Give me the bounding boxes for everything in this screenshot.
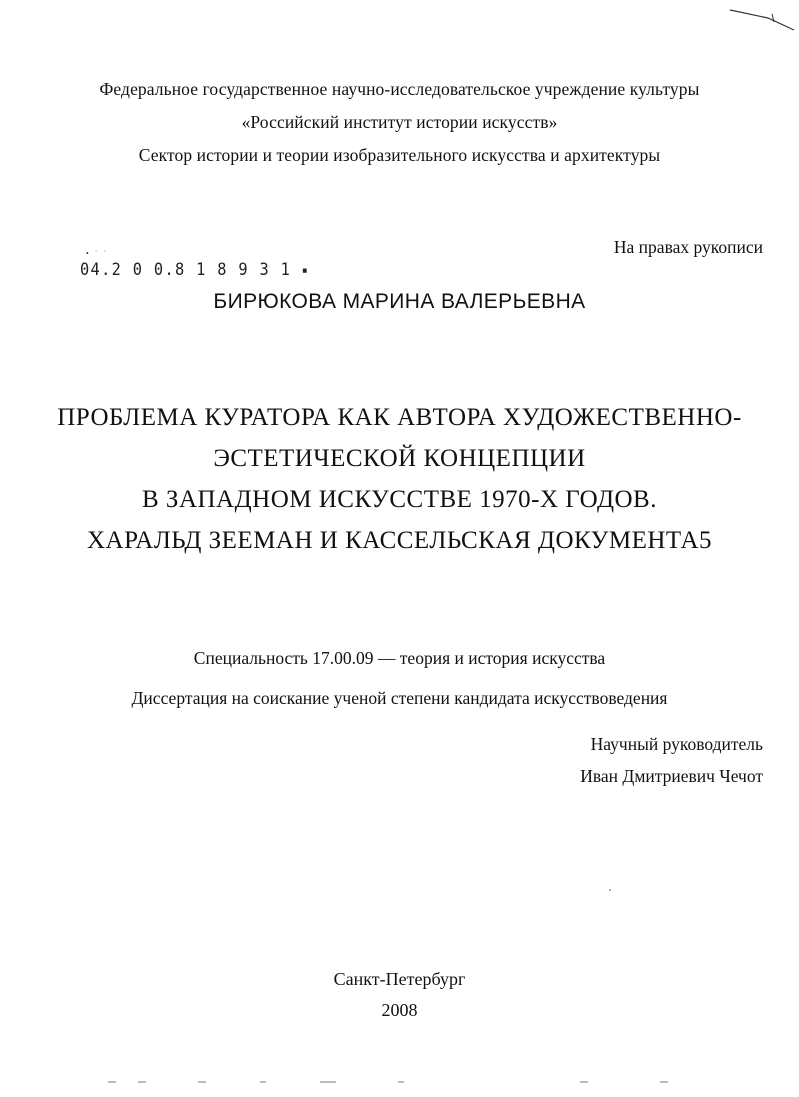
supervisor-name: Иван Дмитриевич Чечот xyxy=(580,766,763,786)
library-stamp xyxy=(80,260,309,280)
title-line-2: ЭСТЕТИЧЕСКОЙ КОНЦЕПЦИИ xyxy=(213,445,586,472)
title-line-3: В ЗАПАДНОМ ИСКУССТВЕ 1970-Х ГОДОВ. xyxy=(142,486,657,513)
scan-artifact-top xyxy=(728,4,798,34)
city: Санкт-Петербург xyxy=(333,969,466,989)
year: 2008 xyxy=(381,1000,418,1020)
library-stamp-number: 04.2 0 0.8 1 8 9 3 1 xyxy=(80,260,292,280)
stamp-dash-mark: ▪ xyxy=(301,263,310,277)
institution-line-1: Федеральное государственное научно-исследовательское учреждение культуры xyxy=(99,79,700,99)
title-line-1: ПРОБЛЕМА КУРАТОРА КАК АВТОРА ХУДОЖЕСТВЕННО- xyxy=(57,404,742,431)
title-line-4: ХАРАЛЬД ЗЕЕМАН И КАССЕЛЬСКАЯ ДОКУМЕНТА5 xyxy=(86,527,713,554)
rights-note: На правах рукописи xyxy=(613,237,763,257)
supervisor-label: Научный руководитель xyxy=(590,734,763,754)
scan-speck xyxy=(608,888,612,892)
stamp-dots: • ˙ ˙ xyxy=(86,249,109,258)
specialty-line: Специальность 17.00.09 — теория и история искусства xyxy=(193,648,606,668)
institution-line-2: «Российский институт истории искусств» xyxy=(241,112,558,132)
scan-artifact-bottom xyxy=(100,1078,700,1086)
institution-line-3: Сектор истории и теории изобразительного искусства и архитектуры xyxy=(138,145,661,165)
degree-line: Диссертация на соискание ученой степени кандидата искусствоведения xyxy=(131,688,668,708)
author-name: БИРЮКОВА МАРИНА ВАЛЕРЬЕВНА xyxy=(213,290,586,313)
